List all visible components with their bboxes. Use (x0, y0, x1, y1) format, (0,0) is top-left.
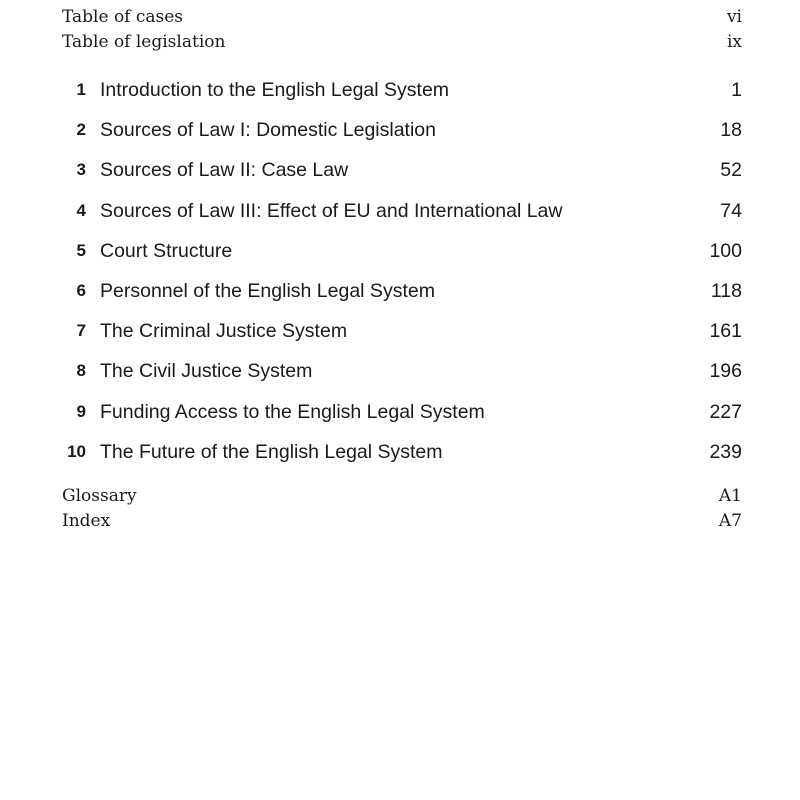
toc-entry-glossary (62, 484, 742, 509)
entry-page-number: ix (726, 32, 742, 52)
table-of-contents-page (62, 0, 742, 800)
chapter-entry (62, 70, 742, 110)
chapter-list (62, 70, 742, 472)
toc-entry-table-of-legislation (62, 30, 742, 55)
chapter-number: 2 (76, 120, 86, 140)
chapter-number: 5 (76, 240, 86, 260)
entry-page-number: vi (726, 7, 742, 27)
toc-entry-index (62, 509, 742, 534)
chapter-page-number: 52 (720, 159, 742, 182)
chapter-page-number: 1 (731, 79, 742, 101)
chapter-page-number: 100 (709, 239, 742, 262)
chapter-number: 4 (76, 200, 86, 220)
chapter-entry (62, 150, 742, 190)
entry-title: Index (62, 511, 111, 531)
chapter-number: 7 (76, 321, 86, 341)
entry-page-number: A1 (718, 486, 742, 506)
chapter-number: 10 (67, 441, 86, 461)
chapter-entry (62, 311, 742, 351)
chapter-entry (62, 351, 742, 391)
entry-title: Table of legislation (62, 32, 226, 52)
chapter-page-number: 227 (709, 400, 742, 423)
chapter-entry (62, 432, 742, 472)
chapter-entry (62, 392, 742, 432)
chapter-title: Funding Access to the English Legal System (100, 400, 485, 423)
chapter-title: Personnel of the English Legal System (100, 279, 435, 302)
chapter-number: 6 (76, 280, 86, 300)
chapter-title: Court Structure (100, 239, 233, 262)
back-matter-list (62, 484, 742, 534)
chapter-title: Sources of Law III: Effect of EU and International Law (100, 199, 563, 222)
entry-title: Table of cases (62, 7, 184, 27)
chapter-title: Sources of Law I: Domestic Legislation (100, 119, 436, 142)
chapter-title: The Future of the English Legal System (100, 440, 443, 463)
chapter-entry (62, 191, 742, 231)
chapter-page-number: 18 (720, 119, 742, 142)
chapter-number: 9 (76, 401, 86, 421)
chapter-title: Sources of Law II: Case Law (100, 159, 349, 182)
entry-title: Glossary (62, 486, 137, 506)
chapter-page-number: 239 (709, 440, 742, 463)
toc-entry-table-of-cases (62, 5, 742, 30)
chapter-entry (62, 110, 742, 150)
chapter-number: 3 (76, 160, 86, 180)
chapter-entry (62, 231, 742, 271)
chapter-title: The Criminal Justice System (100, 320, 348, 343)
chapter-page-number: 74 (720, 199, 742, 222)
chapter-title: Introduction to the English Legal System (100, 79, 450, 101)
chapter-title: The Civil Justice System (100, 360, 313, 383)
entry-page-number: A7 (718, 511, 742, 531)
chapter-number: 8 (76, 361, 86, 381)
chapter-number: 1 (76, 80, 86, 99)
chapter-entry (62, 271, 742, 311)
front-matter-list (62, 5, 742, 55)
chapter-page-number: 196 (709, 360, 742, 383)
chapter-page-number: 161 (709, 320, 742, 343)
chapter-page-number: 118 (710, 279, 742, 302)
